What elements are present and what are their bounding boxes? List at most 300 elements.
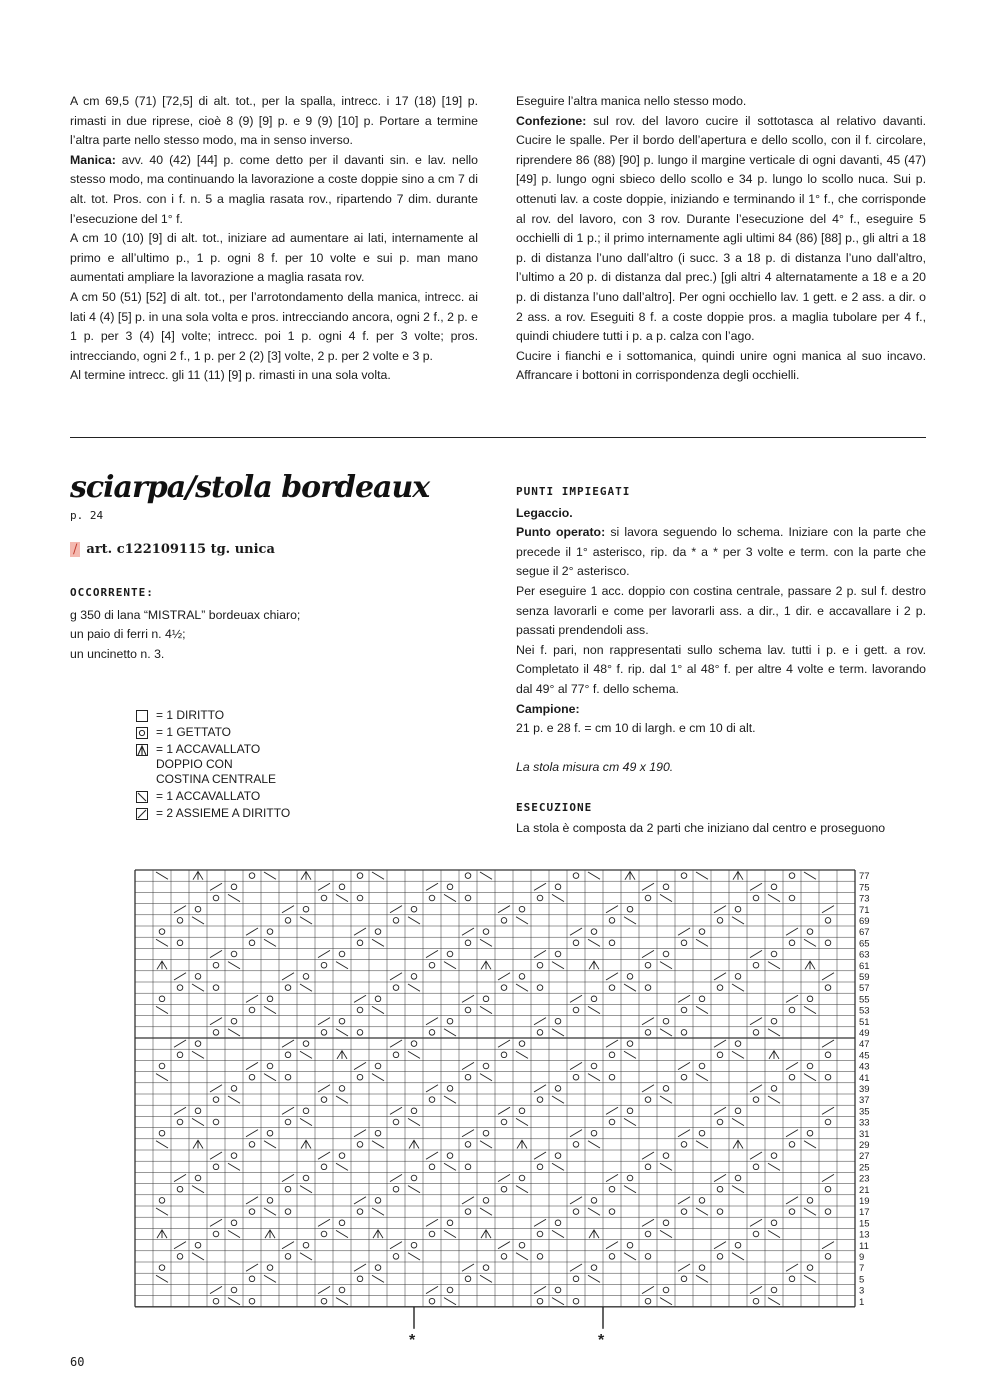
- yarn-over-mark: [501, 918, 507, 924]
- k2tog-mark: [210, 1286, 222, 1293]
- ssk-mark: [372, 1074, 384, 1081]
- yarn-over-mark: [699, 1063, 705, 1069]
- yarn-over-mark: [159, 996, 165, 1002]
- row-label: 15: [859, 1218, 870, 1230]
- ssk-mark: [480, 1208, 492, 1215]
- yarn-over-mark: [267, 1265, 273, 1271]
- k2tog-mark: [174, 973, 186, 980]
- yarn-over-mark: [375, 996, 381, 1002]
- k2tog-mark: [498, 1040, 510, 1047]
- paragraph: Al termine intrecc. gli 11 (11) [9] p. rimasti in una sola volta.: [70, 368, 391, 383]
- yarn-over-mark: [663, 1018, 669, 1024]
- k2tog-mark: [714, 1242, 726, 1249]
- ssk-mark: [804, 939, 816, 946]
- yarn-over-mark: [573, 940, 579, 946]
- yarn-over-mark: [753, 1030, 759, 1036]
- yarn-over-mark: [591, 1130, 597, 1136]
- yarn-over-mark: [717, 1119, 723, 1125]
- yarn-over-mark: [501, 1186, 507, 1192]
- gauge-label: Campione:: [516, 701, 580, 716]
- k2tog-mark: [282, 1242, 294, 1249]
- ssk-mark: [804, 1141, 816, 1148]
- ssk-mark: [588, 1006, 600, 1013]
- legend-text: = 1 GETTATO: [156, 725, 232, 739]
- yarn-over-mark: [159, 1265, 165, 1271]
- yarn-over-mark: [213, 1119, 219, 1125]
- yarn-over-mark: [177, 940, 183, 946]
- yarn-over-mark: [411, 974, 417, 980]
- k2tog-mark: [642, 1018, 654, 1025]
- yarn-over-mark: [519, 906, 525, 912]
- k2tog-mark: [678, 1062, 690, 1069]
- yarn-over-mark: [465, 1276, 471, 1282]
- k2tog-mark: [390, 1040, 402, 1047]
- yarn-over-mark: [537, 985, 543, 991]
- yarn-over-mark: [609, 940, 615, 946]
- ssk-mark: [228, 1029, 240, 1036]
- materials-section: [70, 583, 370, 664]
- k2tog-mark: [714, 973, 726, 980]
- yarn-over-mark: [447, 1018, 453, 1024]
- yarn-over-mark: [321, 895, 327, 901]
- k2tog-mark: [498, 1174, 510, 1181]
- yarn-over-mark: [447, 1220, 453, 1226]
- ssk-mark: [804, 1208, 816, 1215]
- yarn-over-mark: [573, 1142, 579, 1148]
- ssk-mark: [516, 1118, 528, 1125]
- yarn-over-mark: [249, 1298, 255, 1304]
- yarn-over-mark: [555, 1153, 561, 1159]
- ssk-mark: [480, 1141, 492, 1148]
- k2tog-mark: [282, 1107, 294, 1114]
- materials-line: un paio di ferri n. 4½;: [70, 627, 186, 642]
- ssk-mark: [804, 1074, 816, 1081]
- ssk-mark: [660, 1096, 672, 1103]
- ssk-mark: [696, 1074, 708, 1081]
- legend-item: [136, 708, 396, 723]
- k2tog-mark: [246, 1264, 258, 1271]
- ssk-mark: [552, 1298, 564, 1305]
- row-label: 45: [859, 1050, 870, 1062]
- yarn-over-mark: [717, 1052, 723, 1058]
- yarn-over-mark: [789, 940, 795, 946]
- yarn-over-mark: [663, 884, 669, 890]
- yarn-over-mark: [465, 1209, 471, 1215]
- row-label: 53: [859, 1005, 870, 1017]
- k2tog-mark: [714, 1174, 726, 1181]
- yarn-over-mark: [213, 985, 219, 991]
- yarn-over-mark: [573, 1074, 579, 1080]
- ssk-mark: [588, 872, 600, 879]
- ssk-mark: [336, 894, 348, 901]
- ssk-mark: [480, 1074, 492, 1081]
- yarn-over-mark: [825, 1186, 831, 1192]
- yarn-over-mark: [483, 1198, 489, 1204]
- yarn-over-mark: [645, 985, 651, 991]
- ssk-mark: [408, 1051, 420, 1058]
- k2tog-mark: [318, 883, 330, 890]
- k2tog-mark: [534, 1085, 546, 1092]
- row-label: 17: [859, 1207, 870, 1219]
- k2tog-mark: [786, 928, 798, 935]
- yarn-over-mark: [789, 895, 795, 901]
- yarn-over-mark: [303, 906, 309, 912]
- k2tog-mark: [750, 1085, 762, 1092]
- yarn-over-mark: [357, 1030, 363, 1036]
- k2tog-mark: [246, 928, 258, 935]
- yarn-over-mark: [339, 951, 345, 957]
- k2tog-mark: [642, 1286, 654, 1293]
- double-decrease-mark: [301, 1140, 311, 1148]
- yarn-over-mark: [753, 1231, 759, 1237]
- yarn-over-mark: [627, 1242, 633, 1248]
- ssk-mark: [804, 1006, 816, 1013]
- yarn-over-mark: [159, 929, 165, 935]
- yarn-over-mark: [753, 1164, 759, 1170]
- yarn-over-mark: [231, 1153, 237, 1159]
- yarn-over-mark: [465, 1074, 471, 1080]
- ssk-mark: [300, 984, 312, 991]
- ssk-mark: [156, 1006, 168, 1013]
- k2tog-mark: [570, 995, 582, 1002]
- k2tog-mark: [390, 906, 402, 913]
- ssk-mark: [480, 1275, 492, 1282]
- k2tog-mark: [426, 883, 438, 890]
- ssk-mark: [264, 1275, 276, 1282]
- yarn-over-mark: [537, 1231, 543, 1237]
- yarn-over-mark: [771, 1153, 777, 1159]
- yarn-over-mark: [663, 1153, 669, 1159]
- yarn-over-mark: [825, 918, 831, 924]
- page-number: 60: [70, 1355, 85, 1369]
- k2tog-mark: [174, 1107, 186, 1114]
- yarn-over-mark: [285, 1209, 291, 1215]
- yarn-over-mark: [465, 1142, 471, 1148]
- yarn-over-mark: [681, 1030, 687, 1036]
- yarn-over-mark: [555, 1220, 561, 1226]
- k2tog-mark: [750, 950, 762, 957]
- k2tog-mark: [246, 995, 258, 1002]
- yarn-over-mark: [663, 1086, 669, 1092]
- row-label: 13: [859, 1229, 870, 1241]
- row-label: 57: [859, 983, 870, 995]
- yarn-over-mark: [339, 1220, 345, 1226]
- yarn-over-mark: [501, 985, 507, 991]
- top-left-column: [70, 92, 478, 386]
- yarn-over-mark: [807, 1130, 813, 1136]
- k2tog-mark: [426, 950, 438, 957]
- ssk-mark: [192, 1253, 204, 1260]
- yarn-over-mark: [681, 873, 687, 879]
- ssk-mark: [732, 1186, 744, 1193]
- k2tog-mark: [210, 1219, 222, 1226]
- ssk-mark: [372, 1006, 384, 1013]
- yarn-over-mark: [789, 873, 795, 879]
- k2tog-mark: [642, 1219, 654, 1226]
- k2tog-mark: [498, 1107, 510, 1114]
- ssk-mark: [300, 1118, 312, 1125]
- yarn-over-mark: [537, 1097, 543, 1103]
- k2tog-mark: [318, 1085, 330, 1092]
- yarn-over-mark: [249, 1209, 255, 1215]
- double-decrease-mark: [625, 872, 635, 880]
- yarn-over-mark: [753, 962, 759, 968]
- ssk-mark: [588, 1074, 600, 1081]
- row-label: 1: [859, 1296, 865, 1308]
- ssk-mark: [156, 1275, 168, 1282]
- yarn-over-mark: [483, 1265, 489, 1271]
- yarn-over-mark: [249, 1276, 255, 1282]
- double-decrease-mark: [373, 1230, 383, 1238]
- ssk-mark: [156, 872, 168, 879]
- row-label: 49: [859, 1028, 870, 1039]
- asterisk-marker: *: [598, 1331, 605, 1349]
- row-label: 7: [859, 1263, 865, 1275]
- ssk-mark: [624, 917, 636, 924]
- yarn-over-mark: [573, 1007, 579, 1013]
- ssk-mark: [264, 1074, 276, 1081]
- ssk-mark: [156, 1074, 168, 1081]
- k2tog-mark: [498, 906, 510, 913]
- k2tog-mark: [750, 1219, 762, 1226]
- yarn-over-mark: [735, 1175, 741, 1181]
- yarn-over-mark: [537, 1298, 543, 1304]
- k2tog-mark: [390, 1242, 402, 1249]
- ssk-mark: [516, 984, 528, 991]
- k2tog-mark: [210, 883, 222, 890]
- yarn-over-mark: [771, 1086, 777, 1092]
- yarn-over-mark: [519, 1242, 525, 1248]
- ssk-mark: [696, 1141, 708, 1148]
- row-label: 21: [859, 1184, 870, 1196]
- yarn-over-mark: [555, 884, 561, 890]
- yarn-over-mark: [573, 1298, 579, 1304]
- paragraph: Confezione: sul rov. del lavoro cucire il sottotasca al relativo davanti. Cucire le spalle. Per il bordo dell’apertura e dello scollo, con il f. circolare, riprendere 86 (88) [90] p. lungo il margine verticale di ogni davanti, 45 (47) [49] p. lungo ogni sbieco dello scollo e 34 p. lungo lo scollo nuca. Sui p. ottenuti lav. a coste doppie, iniziando e terminando il 1° f., che corrisponde al rov. del lavoro, con 3 rov. Durante l’esecuzione del 4° f., eseguire 5 occhielli di 1 p.; il primo internamente agli ultimi 84 (86) [88] p., gli altri a 18 p. di distanza l’uno dall’altro (i succ. 3 a 18 p. di distanza l’uno dall’altro, l’ultimo a 20 p. di distanza dal prec.) [gli altri 4 alternatamente a 18 e a 20 p. di distanza l’uno dall’altro]. Per ogni occhiello lav. 1 gett. e 2 ass. a dir. o 2 ass. a rov. Eseguiti 8 f. a coste doppie pros. a maglia tubolare per 4 f., quindi chiudere tutti i p. a p. calza con l’ago.: [516, 113, 926, 344]
- yarn-over-mark: [303, 1108, 309, 1114]
- ssk-mark: [264, 1141, 276, 1148]
- ssk-mark: [768, 894, 780, 901]
- row-label: 77: [859, 871, 870, 883]
- paragraph: A cm 69,5 (71) [72,5] di alt. tot., per la spalla, intrecc. i 17 (18) [19] p. rimasti in due riprese, cioè 8 (9) [9] p. e 9 (9) [10] p. Portare a termine l’altra parte nello stesso modo, ma in senso inverso.: [70, 94, 478, 148]
- ssk-mark: [516, 1186, 528, 1193]
- yarn-over-mark: [339, 1153, 345, 1159]
- ssk-mark: [444, 962, 456, 969]
- yarn-over-mark: [321, 962, 327, 968]
- yarn-over-mark: [303, 1041, 309, 1047]
- yarn-over-mark: [195, 1242, 201, 1248]
- yarn-over-mark: [825, 1074, 831, 1080]
- ssk-mark: [444, 1230, 456, 1237]
- yarn-over-mark: [609, 985, 615, 991]
- ssk-mark: [768, 1163, 780, 1170]
- yarn-over-mark: [447, 1086, 453, 1092]
- yarn-over-mark: [735, 1108, 741, 1114]
- yarn-over-mark: [591, 996, 597, 1002]
- asterisk-marker: *: [409, 1331, 416, 1349]
- ssk-mark: [588, 1141, 600, 1148]
- pattern-stitch-text: si lavora seguendo lo schema. Iniziare con la parte che precede il 1° asterisco, rip. da * a * per 3 volte e term. con la parte che segue il 2° asterisco.: [516, 525, 926, 579]
- yarn-over-mark: [591, 1198, 597, 1204]
- yarn-over-mark: [699, 929, 705, 935]
- double-decrease-mark: [769, 1051, 779, 1059]
- yarn-over-mark: [339, 884, 345, 890]
- k2tog-mark: [282, 1040, 294, 1047]
- ssk-mark: [624, 984, 636, 991]
- legend-text: = 1 ACCAVALLATO: [156, 789, 261, 803]
- yarn-over-mark: [429, 1164, 435, 1170]
- ssk-mark: [516, 1253, 528, 1260]
- yarn-over-mark: [753, 1298, 759, 1304]
- k2tog-mark: [678, 1197, 690, 1204]
- ssk-mark: [480, 939, 492, 946]
- legend-item: [136, 742, 396, 787]
- ssk-mark: [228, 1230, 240, 1237]
- yarn-over-mark: [681, 1142, 687, 1148]
- ssk-mark: [264, 939, 276, 946]
- section-divider: [70, 437, 926, 438]
- ssk-mark: [516, 917, 528, 924]
- k2tog-mark: [282, 973, 294, 980]
- paragraph: A cm 10 (10) [9] di alt. tot., iniziare ad aumentare ai lati, internamente al primo e all’ultimo p., 1 p. ogni 8 f. per 10 volte e sui p. man mano aumentati ampliare la lavorazione a maglia rasata rov.: [70, 231, 478, 285]
- k2tog-mark: [354, 1062, 366, 1069]
- yarn-over-icon: [136, 727, 148, 739]
- row-label: 43: [859, 1061, 870, 1073]
- execution-text: La stola è composta da 2 parti che iniziano dal centro e proseguono: [516, 821, 886, 836]
- yarn-over-mark: [825, 985, 831, 991]
- ssk-mark: [444, 1298, 456, 1305]
- yarn-over-mark: [177, 985, 183, 991]
- k2tog-mark: [606, 1107, 618, 1114]
- k2tog-mark: [822, 973, 834, 980]
- yarn-over-mark: [645, 895, 651, 901]
- materials-line: g 350 di lana “MISTRAL” bordeuax chiaro;: [70, 607, 301, 622]
- row-label: 73: [859, 893, 870, 905]
- ssk-mark: [696, 939, 708, 946]
- k2tog-mark: [174, 1242, 186, 1249]
- k2tog-mark: [462, 1062, 474, 1069]
- yarn-over-mark: [609, 918, 615, 924]
- yarn-over-mark: [789, 1276, 795, 1282]
- k2tog-mark: [678, 1130, 690, 1137]
- k2tog-mark: [426, 1219, 438, 1226]
- yarn-over-mark: [735, 1242, 741, 1248]
- k2tog-mark: [786, 995, 798, 1002]
- row-label: 27: [859, 1151, 870, 1163]
- ssk-mark: [300, 1186, 312, 1193]
- yarn-over-mark: [231, 1220, 237, 1226]
- legend-text: = 1 DIRITTO: [156, 708, 225, 722]
- yarn-over-mark: [375, 929, 381, 935]
- k2tog-mark: [462, 1130, 474, 1137]
- ssk-mark: [804, 872, 816, 879]
- ssk-mark: [444, 1163, 456, 1170]
- ssk-mark: [624, 1186, 636, 1193]
- ssk-mark: [228, 894, 240, 901]
- row-label: 65: [859, 938, 870, 950]
- yarn-over-mark: [393, 1052, 399, 1058]
- article-text: art. c122109115 tg. unica: [86, 542, 275, 557]
- double-decrease-mark: [409, 1140, 419, 1148]
- row-label: 69: [859, 916, 870, 927]
- k2tog-mark: [318, 1286, 330, 1293]
- k2tog-mark: [570, 1130, 582, 1137]
- ssk-mark: [228, 1298, 240, 1305]
- yarn-over-mark: [249, 940, 255, 946]
- yarn-over-mark: [285, 918, 291, 924]
- yarn-over-mark: [411, 1041, 417, 1047]
- row-label: 63: [859, 949, 870, 961]
- ssk-mark: [696, 1208, 708, 1215]
- yarn-over-mark: [357, 895, 363, 901]
- yarn-over-mark: [627, 974, 633, 980]
- paragraph: Manica: avv. 40 (42) [44] p. come detto per il davanti sin. e lav. nello stesso modo, ma continuando la lavorazione a coste doppie sino a cm 7 di alt. tot. Pros. con i f. n. 5 a maglia rasata rov., ripartendo 7 dim. durante l’esecuzione del 1° f.: [70, 152, 479, 226]
- ssk-mark: [336, 1096, 348, 1103]
- yarn-over-mark: [447, 884, 453, 890]
- yarn-over-mark: [537, 1164, 543, 1170]
- yarn-over-mark: [339, 1018, 345, 1024]
- k2tog-mark: [210, 1085, 222, 1092]
- yarn-over-mark: [519, 974, 525, 980]
- ssk-mark: [336, 1029, 348, 1036]
- yarn-over-mark: [411, 1175, 417, 1181]
- yarn-over-mark: [717, 918, 723, 924]
- yarn-over-mark: [645, 1030, 651, 1036]
- yarn-over-mark: [681, 1209, 687, 1215]
- k2tog-mark: [750, 1152, 762, 1159]
- k2tog-mark: [606, 906, 618, 913]
- ssk-mark: [552, 962, 564, 969]
- execution-heading: ESECUZIONE: [516, 800, 593, 814]
- row-label: 61: [859, 960, 870, 972]
- k2tog-mark: [354, 1130, 366, 1137]
- chart-grid: [135, 870, 855, 1307]
- ssk-mark: [588, 1275, 600, 1282]
- yarn-over-mark: [627, 906, 633, 912]
- yarn-over-mark: [393, 985, 399, 991]
- k2tog-mark: [174, 1174, 186, 1181]
- double-decrease-mark: [589, 1230, 599, 1238]
- k2tog-mark: [462, 928, 474, 935]
- yarn-over-mark: [483, 1130, 489, 1136]
- k2tog-mark: [318, 950, 330, 957]
- yarn-over-mark: [681, 940, 687, 946]
- yarn-over-mark: [645, 962, 651, 968]
- yarn-over-mark: [807, 996, 813, 1002]
- k2tog-mark: [498, 973, 510, 980]
- k2tog-mark: [642, 950, 654, 957]
- ssk-mark: [192, 917, 204, 924]
- yarn-over-mark: [465, 873, 471, 879]
- yarn-over-mark: [609, 1186, 615, 1192]
- ssk-mark: [156, 1141, 168, 1148]
- yarn-over-mark: [735, 1041, 741, 1047]
- k2tog-mark: [318, 1152, 330, 1159]
- yarn-over-mark: [555, 951, 561, 957]
- garter-label: Legaccio.: [516, 505, 573, 520]
- k2tog-mark: [426, 1085, 438, 1092]
- ssk-mark: [660, 894, 672, 901]
- yarn-over-mark: [375, 1265, 381, 1271]
- yarn-over-mark: [573, 1276, 579, 1282]
- yarn-over-mark: [573, 873, 579, 879]
- k2tog-mark: [822, 1107, 834, 1114]
- yarn-over-mark: [213, 1097, 219, 1103]
- yarn-over-mark: [681, 1276, 687, 1282]
- yarn-over-mark: [393, 918, 399, 924]
- yarn-over-mark: [411, 1242, 417, 1248]
- k2tog-mark: [534, 1286, 546, 1293]
- ssk-mark: [408, 1253, 420, 1260]
